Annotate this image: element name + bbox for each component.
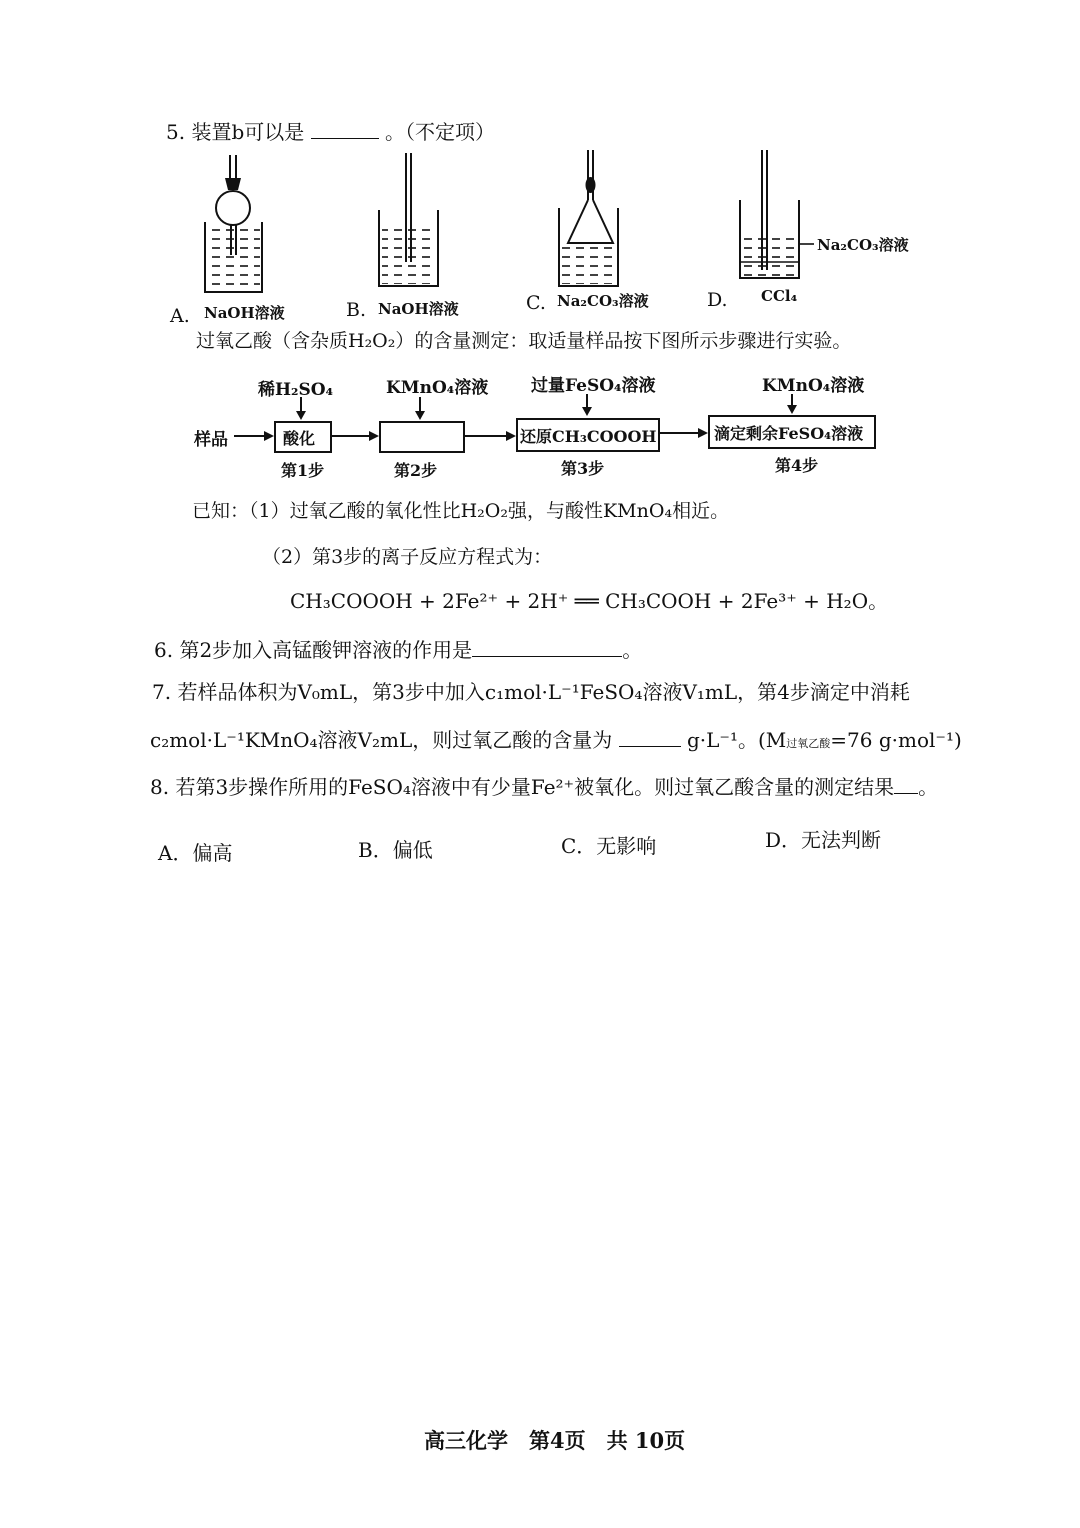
apparatus-c-liquid (562, 244, 615, 284)
q7-text-1: 若样品体积为V₀mL，第3步中加入c₁mol·L⁻¹FeSO₄溶液V₁mL，第4步滴定中消耗 (177, 680, 910, 704)
q7-text-2b: g·L⁻¹。(M (686, 728, 787, 752)
q6-number: 6. (154, 638, 174, 662)
q8-option-d[interactable]: D．无法判断 (765, 828, 882, 852)
q8-answer-blank[interactable] (894, 775, 918, 794)
q7-line-2 (150, 728, 962, 752)
reagent-1: 稀H₂SO₄ (258, 380, 334, 400)
q5-number: 5. (166, 120, 186, 144)
known-item-2: （2）第3步的离子反应方程式为： (262, 546, 553, 568)
apparatus-b (379, 153, 438, 286)
q8-option-c[interactable]: C．无影响 (561, 834, 657, 858)
q7-line-1 (152, 680, 910, 704)
known-item-1: （1）过氧乙酸的氧化性比H₂O₂强，与酸性KMnO₄相近。 (249, 500, 730, 522)
equation: CH₃COOOH + 2Fe²⁺ + 2H⁺ ══ CH₃COOH + 2Fe³⁺ + H₂O。 (290, 589, 889, 613)
known-label: 已知： (192, 500, 250, 522)
apparatus-a-liquid (207, 228, 260, 290)
q6-line (154, 638, 642, 662)
q5-option-a-label: NaOH溶液 (204, 304, 285, 322)
page-footer: 高三化学 第4页 共 10页 (424, 1428, 686, 1453)
flow-box-4-label: 滴定剩余FeSO₄溶液 (714, 424, 864, 443)
flow-box-1-label: 酸化 (283, 429, 316, 448)
reagent-3: 过量FeSO₄溶液 (531, 376, 656, 396)
q6-answer-blank[interactable] (472, 638, 622, 657)
q7-answer-blank[interactable] (619, 728, 681, 747)
reagent-4: KMnO₄溶液 (762, 376, 865, 396)
q5-text: 装置b可以是 (191, 120, 305, 144)
step-4: 第4步 (775, 456, 819, 475)
q6-text: 第2步加入高锰酸钾溶液的作用是 (179, 638, 473, 662)
q5-option-d-letter[interactable]: D. (707, 289, 728, 311)
known-line-1 (192, 500, 729, 523)
apparatus-a (205, 155, 262, 292)
q7-text-2a: c₂mol·L⁻¹KMnO₄溶液V₂mL，则过氧乙酸的含量为 (150, 728, 613, 752)
q8-tail: 。 (918, 775, 939, 799)
reagent-2: KMnO₄溶液 (386, 378, 489, 398)
step-2: 第2步 (394, 461, 438, 480)
q8-option-b[interactable]: B．偏低 (358, 838, 433, 862)
q5-tail: 。（不定项） (384, 120, 495, 144)
q5-option-b-label: NaOH溶液 (378, 300, 459, 318)
q8-number: 8. (150, 775, 170, 799)
step-1: 第1步 (281, 461, 325, 480)
q5-option-c-letter[interactable]: C. (526, 292, 546, 314)
q7-number: 7. (152, 680, 172, 704)
flow-box-2 (379, 421, 465, 453)
apparatus-d (740, 150, 814, 278)
q7-text-2-sub: 过氧乙酸 (786, 737, 831, 750)
apparatus-d-upper-liquid (743, 238, 796, 262)
q6-tail: 。 (622, 638, 643, 662)
q8-text: 若第3步操作所用的FeSO₄溶液中有少量Fe²⁺被氧化。则过氧乙酸含量的测定结果 (175, 775, 895, 799)
q5-option-a-letter[interactable]: A. (170, 305, 190, 327)
q8-option-a[interactable]: A．偏高 (158, 841, 233, 865)
q8-line (150, 775, 938, 799)
q5-option-b-letter[interactable]: B. (346, 299, 367, 321)
intro-text: 过氧乙酸（含杂质H₂O₂）的含量测定：取适量样品按下图所示步骤进行实验。 (196, 330, 852, 352)
q7-text-2c: =76 g·mol⁻¹) (830, 728, 962, 752)
flow-box-3-label: 还原CH₃COOOH (520, 427, 657, 446)
flow-input: 样品 (194, 430, 228, 450)
q5-option-d-label: CCl₄ (761, 287, 798, 305)
q5-option-d-upper-label: Na₂CO₃溶液 (817, 236, 909, 254)
apparatus-c (559, 150, 618, 286)
step-3: 第3步 (561, 459, 605, 478)
apparatus-b-liquid (382, 228, 435, 284)
q5-option-c-label: Na₂CO₃溶液 (557, 292, 649, 310)
apparatus-d-lower-liquid (743, 262, 796, 276)
